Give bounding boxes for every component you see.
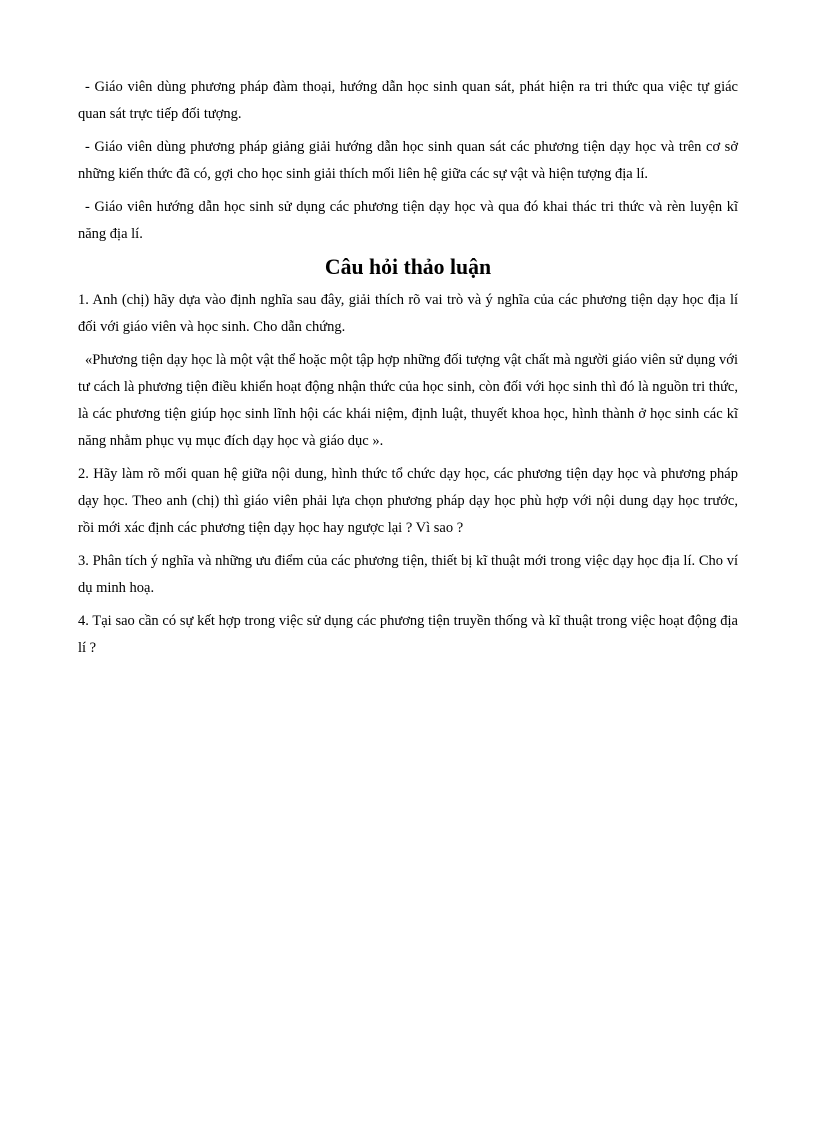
intro-paragraph-3: - Giáo viên hướng dẫn học sinh sử dụng các phương tiện dạy học và qua đó khai thác tri thức và rèn luyện kĩ năng địa lí. bbox=[78, 199, 738, 242]
intro-paragraph-2: - Giáo viên dùng phương pháp giảng giải hướng dẫn học sinh quan sát các phương tiện dạy học và trên cơ sở những kiến thức đã có, gợi cho học sinh giải thích mối liên hệ giữa các sự vật và hiện tượng địa lí. bbox=[78, 139, 738, 182]
question-1: 1. Anh (chị) hãy dựa vào định nghĩa sau đây, giải thích rõ vai trò và ý nghĩa của các phương tiện dạy học địa lí đối với giáo viên và học sinh. Cho dẫn chứng. bbox=[78, 292, 738, 335]
intro-paragraph-1: - Giáo viên dùng phương pháp đàm thoại, hướng dẫn học sinh quan sát, phát hiện ra tri thức qua việc tự giác quan sát trực tiếp đối tượng. bbox=[78, 79, 738, 122]
document-page bbox=[78, 74, 738, 668]
question-4: 4. Tại sao cần có sự kết hợp trong việc sử dụng các phương tiện truyền thống và kĩ thuật trong việc hoạt động địa lí ? bbox=[78, 613, 738, 656]
question-3: 3. Phân tích ý nghĩa và những ưu điểm của các phương tiện, thiết bị kĩ thuật mới trong việc dạy học địa lí. Cho ví dụ minh hoạ. bbox=[78, 553, 738, 596]
definition-quote: «Phương tiện dạy học là một vật thể hoặc một tập hợp những đối tượng vật chất mà người giáo viên sử dụng với tư cách là phương tiện điều khiển hoạt động nhận thức của học sinh, còn đối với học sinh thì đó là nguồn tri thức, là các phương tiện giúp học sinh lĩnh hội các khái niệm, định luật, thuyết khoa học, hình thành ở học sinh các kĩ năng nhằm phục vụ mục đích dạy học và giáo dục ». bbox=[78, 352, 738, 449]
section-title: Câu hỏi thảo luận bbox=[324, 255, 492, 279]
question-2: 2. Hãy làm rõ mối quan hệ giữa nội dung, hình thức tổ chức dạy học, các phương tiện dạy học và phương pháp dạy học. Theo anh (chị) thì giáo viên phải lựa chọn phương pháp dạy học phù hợp với nội dung dạy học trước, rồi mới xác định các phương tiện dạy học hay ngược lại ? Vì sao ? bbox=[78, 466, 738, 536]
